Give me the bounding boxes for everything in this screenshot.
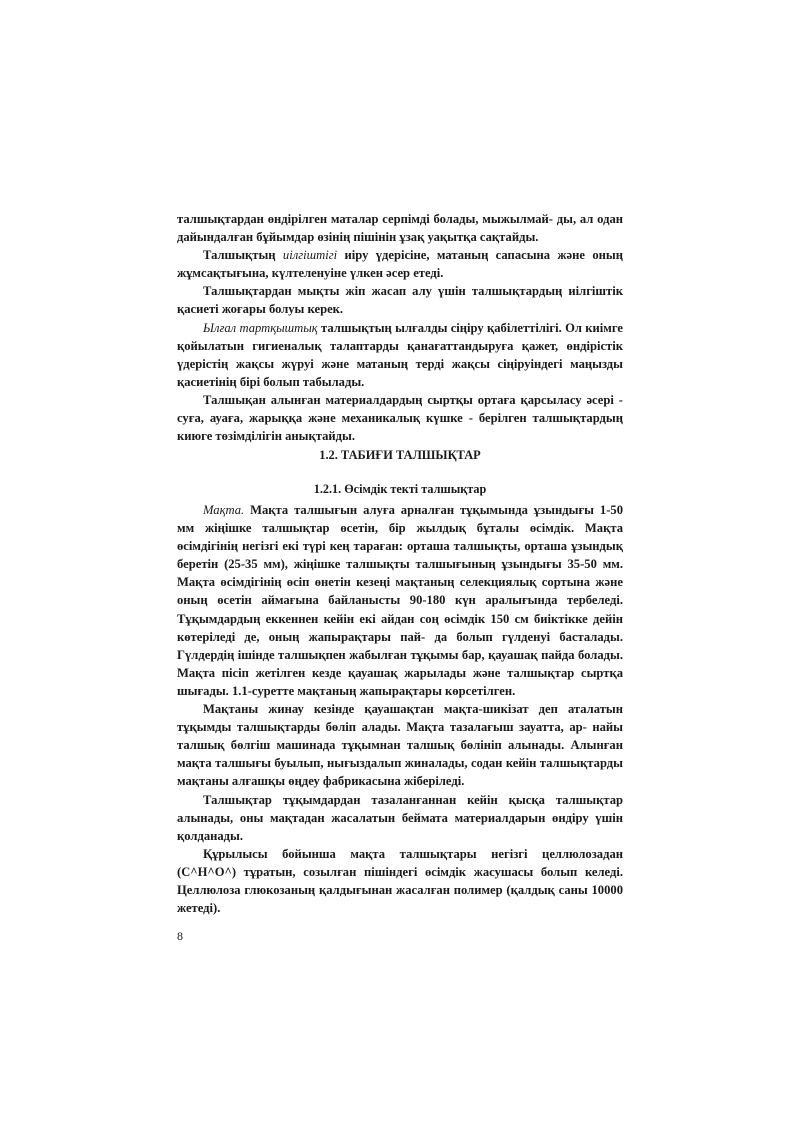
intro-paragraph-4 [177,319,623,391]
body-paragraph-2: Мақтаны жинау кезінде қауашақтан мақта-шикізат деп аталатын тұқымды талшықтарды бөліп алады. Мақта тазалағыш зауатта, ар- найы талшық бөлгіш машинада тұқымнан талшық бөлініп алынады. Алынған мақта талшығы буылып, нығыздалып жиналады, содан кейін талшықтарды мақтаны алғашқы өңдеу фабрикасына жіберіледі. [177,702,623,789]
text-run: Талшықтың [203,248,283,263]
text-run: Мақта талшығын алуға арналған тұқымында ұзындығы 1-50 мм жіңішке талшықтар өсетін, бір жылдық бұталы өсімдік. Мақта өсімдігінің негізгі екі түрі кең тараған: орташа талшықты, орташа ұзындық беретін (25-35 мм), жіңішке талшықты талшығының ұзындығы 35-50 мм. Мақта өсімдігінің өсіп өнетін кезеңі мақтаның селекциялық сортына және оның өсетін аймағына байланысты 90-180 күн аралығында тербеледі. Тұқымдардың еккеннен кейін екі айдан соң өсімдік 150 см биіктікке дейін көтеріледі де, оның жапырақтары пай- да болып гүлденуі басталады. Гүлдердің ішінде талшықпен жабылған тұқымы бар, қауашақ пайда болады. Мақта пісіп жетілген кезде қауашақ жарылады және талшықтар сыртқа шығады. 1.1-суретте мақтаның жапырақтары көрсетілген. [177,503,623,698]
body-text-block [177,501,623,917]
term-cotton: Мақта. [203,503,245,517]
page-number: 8 [177,929,183,943]
term-pliability: иілгіштігі [282,248,338,263]
intro-paragraph-2 [177,246,623,282]
body-paragraph-3: Талшықтар тұқымдардан тазаланғаннан кейін қысқа талшықтар алынады, оны мақтадан жасалатын беймата материалдарын өндіру үшін қолданады. [177,792,623,843]
intro-text-block [177,210,623,445]
term-moisture-absorption: Ылғал тартқыштық [203,320,318,335]
section-title: 1.2. ТАБИҒИ ТАЛШЫҚТАР [319,448,481,462]
text-run: иіру үдерісіне, матаның сапасына және оның жұмсақтығына, күлтеленуіне үлкен әсер етеді. [177,248,623,281]
intro-paragraph-1: талшықтардан өндірілген маталар серпімді болады, мыжылмай- ды, ал одан дайындалған бұйымдар өзінің пішінін ұзақ уақытқа сақтайды. [177,212,623,245]
body-paragraph-4: Құрылысы бойынша мақта талшықтары негізгі целлюлозадан (C^H^O^) тұратын, созылған пішіндегі өсімдік жасушасы болып келеді. Целлюлоза глюкозаның қалдығынан жасалған полимер (қалдық саны 10000 жетеді). [177,846,623,916]
intro-paragraph-3: Талшықтардан мықты жіп жасап алу үшін талшықтардың иілгіштік қасиеті жоғары болуы керек. [177,284,623,317]
subsection-title: 1.2.1. Өсімдік текті талшықтар [313,482,487,496]
body-paragraph-1 [177,501,623,700]
text-run: талшықтың ылғалды сіңіру қабілеттілігі. Ол киімге қойылатын гигиеналық талаптарды қанағаттандыруға қажет, өндірістік үдерістің жақсы жүруі және матаның терді жақсы сіңіруіндегі маңызды қасиетінің бірі болып табылады. [177,320,623,389]
intro-paragraph-5: Талшықан алынған материалдардың сыртқы ортаға қарсыласу әсері - суға, ауаға, жарыққа және механикалық күшке - берілген талшықтардың киюге төзімділігін анықтайды. [177,392,623,444]
